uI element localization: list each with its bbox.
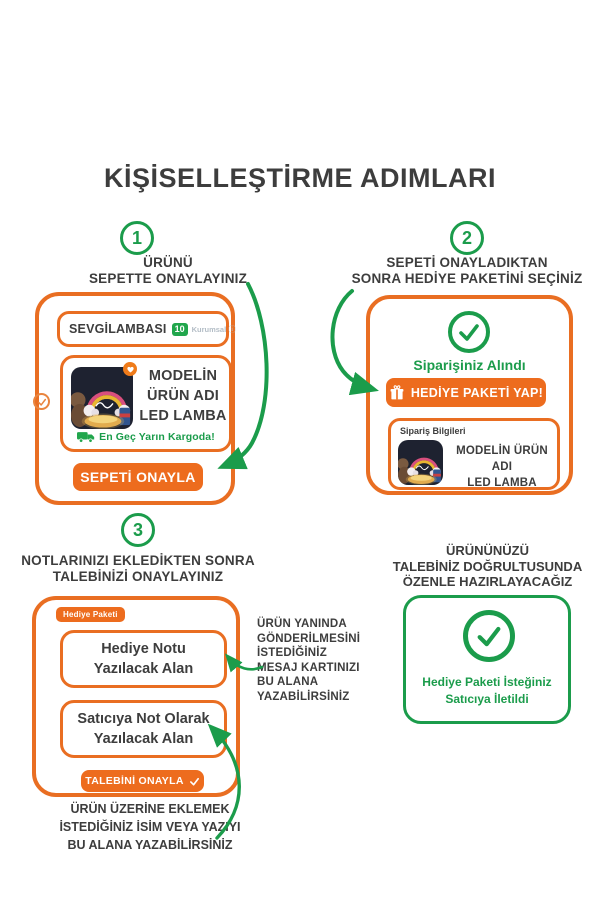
step3-gift-note-card bbox=[32, 596, 240, 797]
order-success-icon bbox=[448, 311, 490, 353]
cart-product-row bbox=[60, 355, 232, 452]
step1-number: 1 bbox=[131, 227, 142, 248]
order-info-label: Sipariş Bilgileri bbox=[400, 426, 466, 436]
confirm-request-button[interactable]: TALEBİNİ ONAYLA bbox=[81, 770, 204, 792]
product-name: MODELİN ÜRÜN ADI LED LAMBA bbox=[139, 368, 227, 424]
order-product-name: MODELİN ÜRÜN ADI LED LAMBA bbox=[456, 445, 548, 489]
gift-package-badge: Hediye Paketi bbox=[56, 607, 125, 622]
gift-icon bbox=[389, 385, 405, 401]
result-card bbox=[403, 595, 571, 724]
step2-order-card bbox=[366, 295, 573, 495]
step3-number-badge bbox=[121, 513, 155, 547]
step2-number-badge bbox=[450, 221, 484, 255]
page-title: KİŞİSELLEŞTİRME ADIMLARI bbox=[103, 163, 496, 193]
seller-note-field[interactable]: Satıcıya Not Olarak Yazılacak Alan bbox=[60, 700, 227, 758]
seller-type-label: Kurumsal bbox=[191, 324, 227, 334]
info-icon: ⓘ bbox=[228, 324, 237, 334]
result-success-icon bbox=[463, 610, 515, 662]
gift-note-field[interactable]: Hediye Notu Yazılacak Alan bbox=[60, 630, 227, 688]
result-status: Hediye Paketi İsteğiniz Satıcıya İletildi bbox=[422, 675, 552, 706]
step3-number: 3 bbox=[132, 519, 143, 540]
shipping-row bbox=[63, 431, 229, 443]
result-heading: ÜRÜNÜNÜZÜ TALEBİNİZ DOĞRULTUSUNDA ÖZENLE HAZIRLAYACAĞIZ bbox=[392, 543, 583, 589]
annotation-message-card: ÜRÜN YANINDA GÖNDERİLMESİNİ İSTEDİĞİNİZ MESAJ KARTINIZI BU ALANA YAZABİLİRSİNİZ bbox=[257, 618, 361, 703]
check-icon bbox=[189, 776, 200, 787]
step3-label: NOTLARINIZI EKLEDİKTEN SONRA TALEBİNİZİ ONAYLAYINIZ bbox=[21, 553, 255, 584]
step2-number: 2 bbox=[461, 227, 472, 248]
seller-row bbox=[57, 311, 237, 347]
item-selected-checkbox[interactable] bbox=[33, 393, 50, 410]
order-info-box bbox=[388, 418, 560, 490]
product-image bbox=[71, 367, 133, 429]
order-received-text: Siparişiniz Alındı bbox=[413, 357, 526, 373]
seller-score-badge: 10 bbox=[172, 323, 188, 336]
step2-label: SEPETİ ONAYLADIKTAN SONRA HEDİYE PAKETİNİ SEÇİNİZ bbox=[351, 255, 583, 286]
step1-label: ÜRÜNÜ SEPETTE ONAYLAYINIZ bbox=[88, 255, 248, 286]
step1-number-badge bbox=[120, 221, 154, 255]
truck-icon bbox=[77, 431, 95, 443]
confirm-cart-button[interactable]: SEPETİ ONAYLA bbox=[73, 463, 203, 491]
step1-cart-card bbox=[35, 292, 235, 505]
order-product-image bbox=[398, 440, 443, 485]
make-gift-package-button[interactable]: HEDİYE PAKETİ YAP! bbox=[386, 378, 546, 407]
shipping-text: En Geç Yarın Kargoda! bbox=[99, 431, 215, 443]
seller-name: SEVGİLAMBASI bbox=[69, 322, 167, 336]
annotation-custom-text: ÜRÜN ÜZERİNE EKLEMEK İSTEDİĞİNİZ İSİM VEYA YAZIYI BU ALANA YAZABİLİRSİNİZ bbox=[59, 802, 241, 852]
